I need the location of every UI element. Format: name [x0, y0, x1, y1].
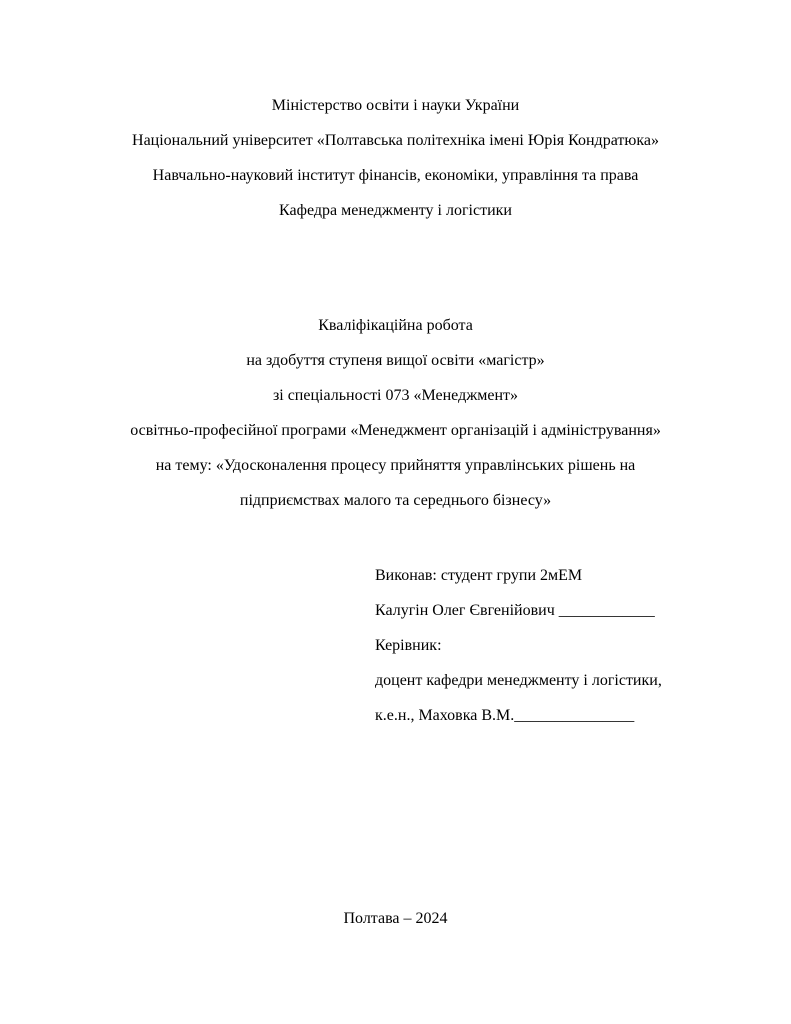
degree-line: на здобуття ступеня вищої освіти «магістр»: [246, 352, 545, 369]
supervisor-name-line: к.е.н., Маховка В.М._______________: [375, 707, 635, 724]
ministry-line: Міністерство освіти і науки України: [271, 97, 520, 114]
program-line: освітньо-професійної програми «Менеджмент організацій і адміністрування»: [130, 422, 661, 439]
city-year-line: Полтава – 2024: [343, 910, 448, 927]
topic-line-1: на тему: «Удосконалення процесу прийняття управлінських рішень на: [155, 457, 636, 474]
university-line: Національний університет «Полтавська політехніка імені Юрія Кондратюка»: [132, 132, 659, 149]
performed-by-line: Виконав: студент групи 2мЕМ: [375, 567, 583, 584]
work-type-line: Кваліфікаційна робота: [318, 317, 473, 334]
institution-header: [0, 0, 791, 228]
thesis-title-block: [0, 308, 791, 518]
supervisor-title-line: доцент кафедри менеджменту і логістики,: [375, 672, 662, 689]
author-supervisor-block: [375, 558, 791, 733]
department-line: Кафедра менеджменту і логістики: [279, 202, 512, 219]
city-year-footer: [0, 901, 791, 936]
topic-line-2: підприємствах малого та середнього бізнесу»: [239, 492, 552, 509]
specialty-line: зі спеціальності 073 «Менеджмент»: [272, 387, 519, 404]
institute-line: Навчально-науковий інститут фінансів, економіки, управління та права: [152, 167, 639, 184]
student-name-line: Калугін Олег Євгенійович ____________: [375, 602, 655, 619]
supervisor-label-line: Керівник:: [375, 637, 442, 654]
